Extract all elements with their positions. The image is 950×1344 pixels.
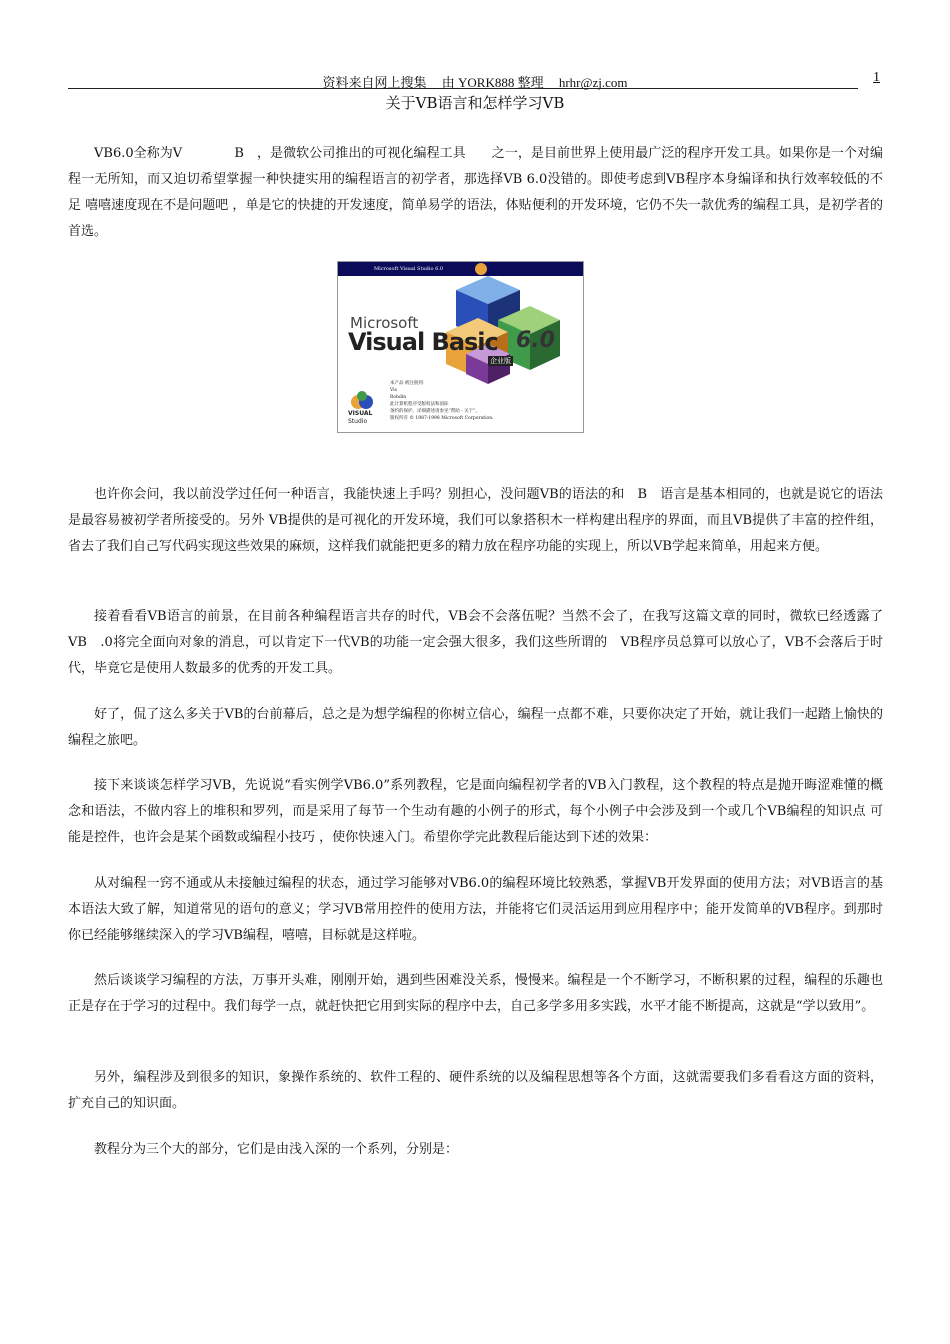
header-rule xyxy=(68,88,858,89)
header-email: hrhr@zj.com xyxy=(558,75,628,90)
paragraph-goals: 从对编程一窍不通或从未接触过编程的状态，通过学习能够对VB6.0的编程环境比较熟悉，掌握VB开发界面的使用方法；对VB语言的基本语法大致了解，知道常见的语句的意义；学习VB常用控件的使用方法，并能将它们灵活运用到应用程序中；能开发简单的VB程序。到那时你已经能够继续深入的学习VB编程，嘻嘻，目标就是这样啦。 xyxy=(68,876,883,943)
splash-titlebar: Microsoft Visual Studio 6.0 xyxy=(338,262,583,276)
splash-info: 本产品 被注册到： Vis Robdin 此计算机程序受版权法和国际 条约的保护。详细描述请参见“帮助 - 关于”。 版权所有 © 1987-1998 Microsoft Corporation. xyxy=(390,381,494,421)
splash-brand-small: Microsoft xyxy=(350,314,419,332)
header-source: 资料来自网上搜集 xyxy=(322,75,427,90)
document-title: 关于VB语言和怎样学习VB xyxy=(385,94,565,112)
splash-badge-icon xyxy=(475,263,487,275)
page-number: 1 xyxy=(873,70,880,85)
paragraph-easy-to-learn: 也许你会问，我以前没学过任何一种语言，我能快速上手吗？别担心，没问题VB的语法的和 B 语言是基本相同的，也就是说它的语法是最容易被初学者所接受的。另外 VB提供的是可视化的开发环境，我们可以象搭积木一样构建出程序的界面，而且VB提供了丰富的控件组，省去了我们自己写代码实现这些效果的麻烦，这样我们就能把更多的精力放在程序功能的实现上，所以VB学起来简单，用起来方便。 xyxy=(68,487,883,554)
paragraph-tutorial-intro: 接下来谈谈怎样学习VB，先说说“看实例学VB6.0”系列教程，它是面向编程初学者的VB入门教程，这个教程的特点是抛开晦涩难懂的概念和语法，不做内容上的堆积和罗列，而是采用了每节一个生动有趣的小例子的形式，每个小例子中会涉及到一个或几个VB编程的知识点 可能是控件，也许会是某个函数或编程小技巧 ，使你快速入门。希望你学完此教程后能达到下述的效果： xyxy=(68,778,883,845)
paragraph-prospects: 接着看看VB语言的前景，在目前各种编程语言共存的时代，VB会不会落伍呢？当然不会了，在我写这篇文章的同时，微软已经透露了VB .0将完全面向对象的消息，可以肯定下一代VB的功能一定会强大很多，我们这些所谓的 VB程序员总算可以放心了，VB不会落后于时代，毕竟它是使用人数最多的优秀的开发工具。 xyxy=(68,609,883,676)
paragraph-intro: VB6.0全称为V B ，是微软公司推出的可视化编程工具 之一，是目前世界上使用最广泛的程序开发工具。如果你是一个对编程一无所知，而又迫切希望掌握一种快捷实用的编程语言的初学者，那选择VB 6.0没错的。即使考虑到VB程序本身编译和执行效率较低的不足 嘻嘻速度现在不是问题吧 ，单是它的快捷的开发速度，简单易学的语法，体贴便利的开发环境，它仍不失一款优秀的编程工具，是初学者的首选。 xyxy=(68,146,883,239)
paragraph-confidence: 好了，侃了这么多关于VB的台前幕后，总之是为想学编程的你树立信心，编程一点都不难，只要你决定了开始，就让我们一起踏上愉快的编程之旅吧。 xyxy=(68,707,883,748)
splash-studio-label-2: Studio xyxy=(348,418,368,425)
paragraph-parts: 教程分为三个大的部分，它们是由浅入深的一个系列，分别是： xyxy=(94,1142,459,1157)
splash-version: 6.0 xyxy=(516,328,555,353)
paragraph-knowledge: 另外，编程涉及到很多的知识，象操作系统的、软件工程的、硬件系统的以及编程思想等各个方面，这就需要我们多看看这方面的资料，扩充自己的知识面。 xyxy=(68,1070,883,1111)
splash-brand-large: Visual Basic xyxy=(348,328,498,356)
vb6-splash-image xyxy=(337,261,584,433)
splash-edition: 企业版 xyxy=(490,357,511,365)
splash-studio-label-1: VISUAL xyxy=(348,410,373,417)
paragraph-methods: 然后谈谈学习编程的方法，万事开头难，刚刚开始，遇到些困难没关系，慢慢来。编程是一个不断学习，不断积累的过程，编程的乐趣也正是存在于学习的过程中。我们每学一点，就赶快把它用到实际的程序中去，自己多学多用多实践，水平才能不断提高，这就是“学以致用”。 xyxy=(68,973,883,1014)
header-organizer: 由 YORK888 整理 xyxy=(441,75,544,90)
